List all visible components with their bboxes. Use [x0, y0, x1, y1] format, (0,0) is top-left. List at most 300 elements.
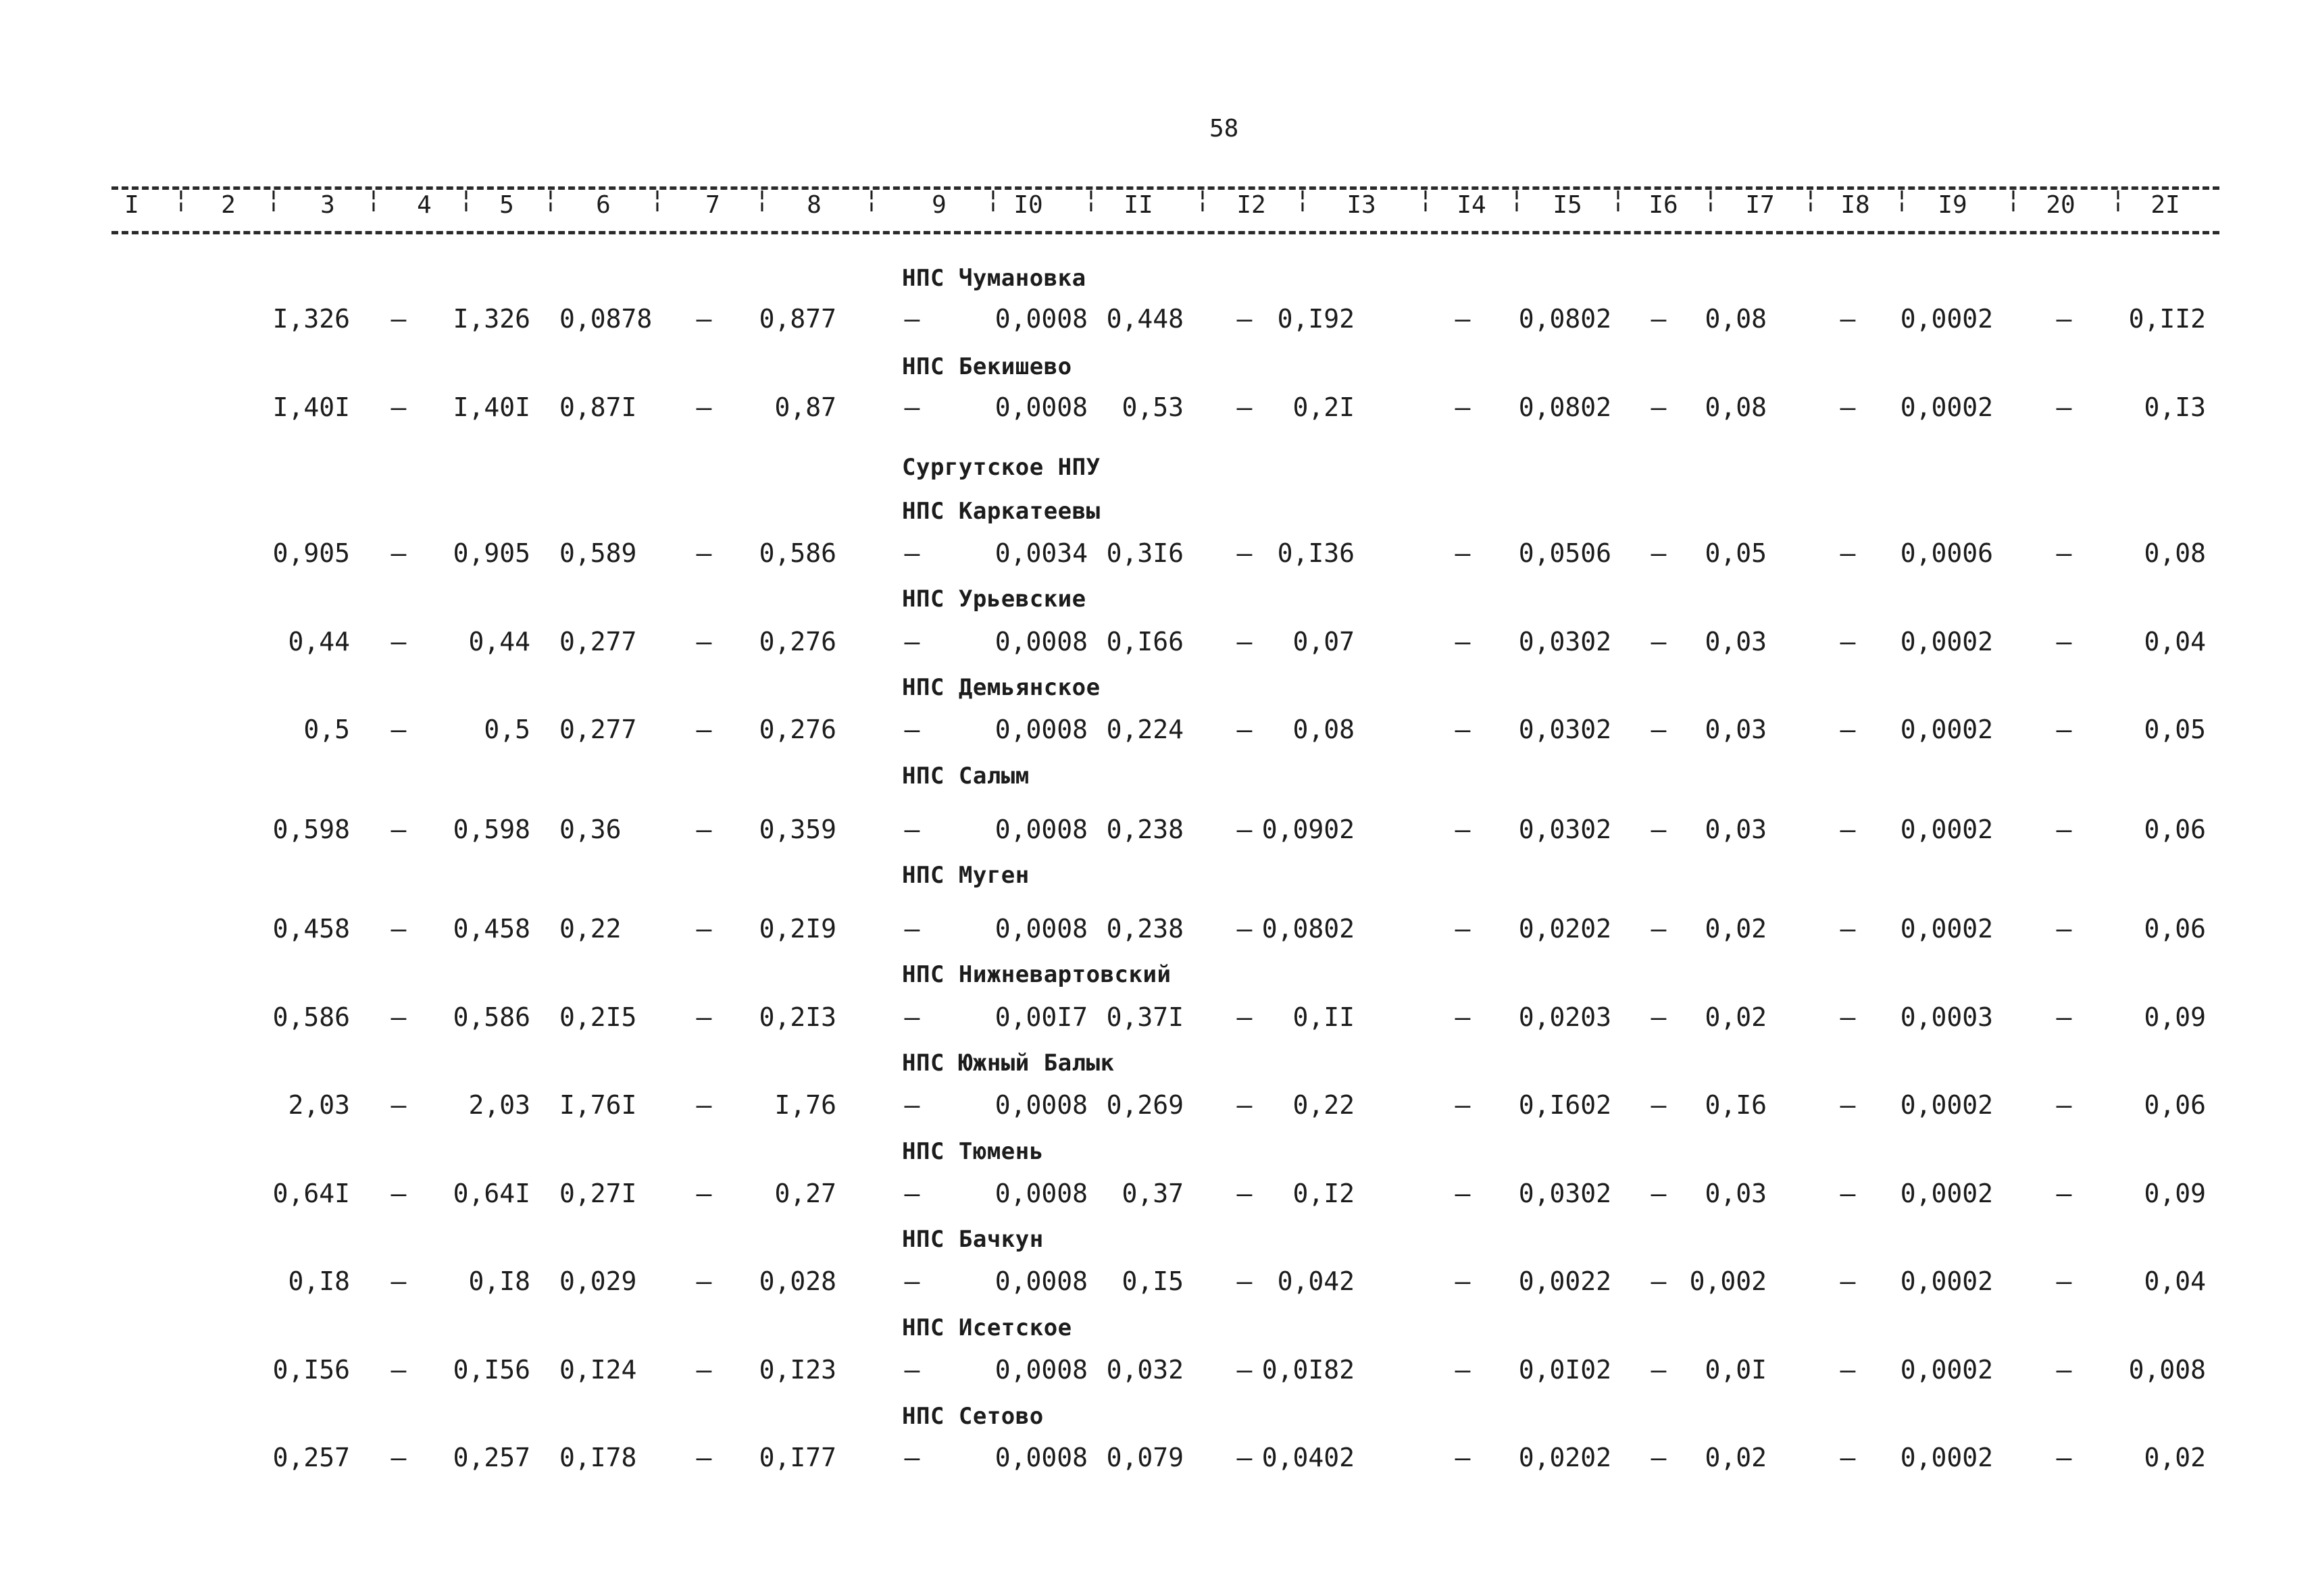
- table-cell-col-3: 0,458: [272, 914, 350, 944]
- table-cell-col-16: –: [1651, 1266, 1667, 1296]
- table-cell-col-10: 0,0008: [995, 1443, 1088, 1472]
- column-separator: ¦: [174, 186, 188, 213]
- table-cell-col-9: –: [904, 1443, 920, 1472]
- table-cell-col-10: 0,0008: [995, 392, 1088, 422]
- station-title: НПС Урьевские: [902, 586, 1086, 613]
- table-cell-col-16: –: [1651, 1090, 1667, 1120]
- table-cell-col-15: 0,0506: [1518, 538, 1611, 568]
- table-cell-col-14: –: [1455, 627, 1471, 657]
- table-cell-col-12: –: [1236, 715, 1253, 744]
- table-cell-col-3: 0,598: [272, 815, 350, 844]
- table-cell-col-20: –: [2056, 815, 2072, 844]
- table-cell-col-6: 0,2I5: [559, 1002, 637, 1032]
- table-cell-col-20: –: [2056, 914, 2072, 944]
- table-cell-col-21: 0,04: [2144, 627, 2206, 657]
- station-title: НПС Сетово: [902, 1403, 1044, 1430]
- table-cell-col-10: 0,0008: [995, 1355, 1088, 1385]
- table-cell-col-4: –: [391, 715, 407, 744]
- table-cell-col-14: –: [1455, 392, 1471, 422]
- table-cell-col-10: 0,0008: [995, 304, 1088, 334]
- table-cell-col-7: –: [696, 538, 712, 568]
- table-cell-col-14: –: [1455, 1090, 1471, 1120]
- table-cell-col-11: 0,269: [1106, 1090, 1184, 1120]
- table-cell-col-15: 0,I602: [1518, 1090, 1611, 1120]
- table-cell-col-5: 0,I8: [468, 1266, 530, 1296]
- table-cell-col-7: –: [696, 304, 712, 334]
- table-cell-col-15: 0,0802: [1518, 392, 1611, 422]
- table-cell-col-16: –: [1651, 1179, 1667, 1208]
- column-separator: ¦: [755, 186, 770, 213]
- table-cell-col-20: –: [2056, 304, 2072, 334]
- table-row: [0, 1355, 2314, 1389]
- table-cell-col-20: –: [2056, 392, 2072, 422]
- table-cell-col-13: 0,22: [1292, 1090, 1355, 1120]
- table-cell-col-8: 0,276: [759, 627, 836, 657]
- table-cell-col-19: 0,0002: [1900, 1266, 1993, 1296]
- table-cell-col-5: I,326: [453, 304, 530, 334]
- station-title: НПС Демьянское: [902, 674, 1101, 701]
- table-cell-col-12: –: [1236, 1443, 1253, 1472]
- table-cell-col-14: –: [1455, 538, 1471, 568]
- table-cell-col-7: –: [696, 1002, 712, 1032]
- table-cell-col-14: –: [1455, 815, 1471, 844]
- column-separator: ¦: [1295, 186, 1310, 213]
- station-title: НПС Муген: [902, 862, 1030, 889]
- table-cell-col-19: 0,0002: [1900, 914, 1993, 944]
- table-cell-col-10: 0,0034: [995, 538, 1088, 568]
- table-cell-col-15: 0,0302: [1518, 815, 1611, 844]
- table-cell-col-14: –: [1455, 914, 1471, 944]
- table-cell-col-16: –: [1651, 538, 1667, 568]
- column-separator: ¦: [1084, 186, 1099, 213]
- table-cell-col-6: 0,87I: [559, 392, 637, 422]
- table-cell-col-21: 0,09: [2144, 1002, 2206, 1032]
- table-cell-col-16: –: [1651, 815, 1667, 844]
- table-cell-col-20: –: [2056, 1355, 2072, 1385]
- table-cell-col-4: –: [391, 914, 407, 944]
- table-cell-col-11: 0,I66: [1106, 627, 1184, 657]
- table-cell-col-4: –: [391, 1002, 407, 1032]
- column-header-3: 3: [320, 191, 335, 219]
- table-cell-col-13: 0,0802: [1261, 914, 1355, 944]
- table-cell-col-6: 0,0878: [559, 304, 653, 334]
- table-cell-col-9: –: [904, 1266, 920, 1296]
- table-cell-col-4: –: [391, 538, 407, 568]
- table-cell-col-11: 0,448: [1106, 304, 1184, 334]
- table-cell-col-6: 0,029: [559, 1266, 637, 1296]
- column-header-5: 5: [499, 191, 514, 219]
- table-cell-col-15: 0,0202: [1518, 914, 1611, 944]
- table-cell-col-7: –: [696, 1266, 712, 1296]
- column-separator: ¦: [2111, 186, 2126, 213]
- table-cell-col-8: 0,27: [774, 1179, 836, 1208]
- table-cell-col-17: 0,08: [1705, 392, 1767, 422]
- table-cell-col-9: –: [904, 1355, 920, 1385]
- table-cell-col-19: 0,0002: [1900, 392, 1993, 422]
- table-cell-col-18: –: [1840, 1002, 1856, 1032]
- column-header-20: 20: [2046, 191, 2076, 219]
- table-cell-col-9: –: [904, 914, 920, 944]
- table-cell-col-20: –: [2056, 715, 2072, 744]
- table-header: [0, 186, 2314, 225]
- table-cell-col-16: –: [1651, 304, 1667, 334]
- table-cell-col-15: 0,0202: [1518, 1443, 1611, 1472]
- table-cell-col-17: 0,03: [1705, 815, 1767, 844]
- table-cell-col-14: –: [1455, 1355, 1471, 1385]
- table-cell-col-16: –: [1651, 1443, 1667, 1472]
- table-cell-col-18: –: [1840, 1355, 1856, 1385]
- table-cell-col-8: 0,877: [759, 304, 836, 334]
- table-cell-col-21: 0,II2: [2128, 304, 2206, 334]
- table-cell-col-8: 0,359: [759, 815, 836, 844]
- table-cell-col-16: –: [1651, 627, 1667, 657]
- table-cell-col-3: 0,5: [303, 715, 350, 744]
- table-cell-col-20: –: [2056, 627, 2072, 657]
- table-cell-col-12: –: [1236, 1266, 1253, 1296]
- table-cell-col-9: –: [904, 538, 920, 568]
- table-cell-col-3: 0,44: [288, 627, 350, 657]
- table-cell-col-17: 0,I6: [1705, 1090, 1767, 1120]
- table-cell-col-15: 0,0302: [1518, 1179, 1611, 1208]
- table-cell-col-8: 0,2I3: [759, 1002, 836, 1032]
- table-cell-col-9: –: [904, 715, 920, 744]
- table-cell-col-21: 0,008: [2128, 1355, 2206, 1385]
- table-cell-col-17: 0,03: [1705, 715, 1767, 744]
- table-cell-col-5: 0,64I: [453, 1179, 530, 1208]
- table-cell-col-10: 0,0008: [995, 715, 1088, 744]
- table-cell-col-5: 0,598: [453, 815, 530, 844]
- table-cell-col-10: 0,0008: [995, 627, 1088, 657]
- table-cell-col-16: –: [1651, 715, 1667, 744]
- table-cell-col-14: –: [1455, 1179, 1471, 1208]
- column-header-6: 6: [596, 191, 611, 219]
- table-cell-col-5: 2,03: [468, 1090, 530, 1120]
- table-cell-col-19: 0,0002: [1900, 815, 1993, 844]
- table-cell-col-16: –: [1651, 392, 1667, 422]
- table-row: [0, 715, 2314, 748]
- table-cell-col-18: –: [1840, 304, 1856, 334]
- table-cell-col-13: 0,I92: [1277, 304, 1355, 334]
- column-separator: ¦: [1195, 186, 1210, 213]
- table-cell-col-19: 0,0002: [1900, 1179, 1993, 1208]
- table-cell-col-17: 0,03: [1705, 627, 1767, 657]
- table-cell-col-17: 0,002: [1689, 1266, 1767, 1296]
- table-cell-col-12: –: [1236, 1355, 1253, 1385]
- column-separator: ¦: [543, 186, 558, 213]
- table-row: [0, 1443, 2314, 1476]
- table-cell-col-7: –: [696, 715, 712, 744]
- table-cell-col-20: –: [2056, 1090, 2072, 1120]
- table-cell-col-17: 0,0I: [1705, 1355, 1767, 1385]
- table-cell-col-3: 0,I8: [288, 1266, 350, 1296]
- column-header-21: 2I: [2150, 191, 2180, 219]
- table-cell-col-9: –: [904, 1090, 920, 1120]
- table-cell-col-21: 0,09: [2144, 1179, 2206, 1208]
- table-cell-col-10: 0,0008: [995, 914, 1088, 944]
- table-cell-col-7: –: [696, 1179, 712, 1208]
- table-cell-col-15: 0,0802: [1518, 304, 1611, 334]
- table-cell-col-6: I,76I: [559, 1090, 637, 1120]
- table-cell-col-7: –: [696, 914, 712, 944]
- table-cell-col-20: –: [2056, 538, 2072, 568]
- table-cell-col-21: 0,06: [2144, 1090, 2206, 1120]
- table-row: [0, 914, 2314, 948]
- table-cell-col-21: 0,05: [2144, 715, 2206, 744]
- column-header-17: I7: [1745, 191, 1775, 219]
- table-cell-col-9: –: [904, 392, 920, 422]
- table-cell-col-11: 0,079: [1106, 1443, 1184, 1472]
- table-cell-col-3: 0,I56: [272, 1355, 350, 1385]
- table-cell-col-7: –: [696, 627, 712, 657]
- table-cell-col-12: –: [1236, 392, 1253, 422]
- column-header-1: I: [124, 191, 139, 219]
- table-row: [0, 392, 2314, 426]
- table-cell-col-4: –: [391, 627, 407, 657]
- column-header-10: I0: [1013, 191, 1043, 219]
- table-row: [0, 1179, 2314, 1212]
- table-cell-col-18: –: [1840, 392, 1856, 422]
- column-header-9: 9: [932, 191, 947, 219]
- table-cell-col-20: –: [2056, 1443, 2072, 1472]
- column-header-7: 7: [705, 191, 720, 219]
- table-row: [0, 1266, 2314, 1300]
- table-cell-col-9: –: [904, 304, 920, 334]
- table-cell-col-5: I,40I: [453, 392, 530, 422]
- column-header-2: 2: [221, 191, 236, 219]
- table-cell-col-12: –: [1236, 815, 1253, 844]
- table-cell-col-6: 0,589: [559, 538, 637, 568]
- column-separator: ¦: [1418, 186, 1433, 213]
- table-cell-col-13: 0,I36: [1277, 538, 1355, 568]
- table-cell-col-14: –: [1455, 1002, 1471, 1032]
- station-title: Сургутское НПУ: [902, 454, 1101, 481]
- table-cell-col-9: –: [904, 815, 920, 844]
- station-title: НПС Тюмень: [902, 1138, 1044, 1165]
- table-cell-col-21: 0,06: [2144, 914, 2206, 944]
- table-cell-col-5: 0,I56: [453, 1355, 530, 1385]
- table-cell-col-10: 0,0008: [995, 815, 1088, 844]
- table-cell-col-13: 0,0902: [1261, 815, 1355, 844]
- table-cell-col-19: 0,0002: [1900, 1090, 1993, 1120]
- table-cell-col-15: 0,0302: [1518, 715, 1611, 744]
- table-row: [0, 627, 2314, 661]
- table-cell-col-4: –: [391, 1443, 407, 1472]
- table-cell-col-4: –: [391, 304, 407, 334]
- table-cell-col-15: 0,0302: [1518, 627, 1611, 657]
- table-cell-col-5: 0,257: [453, 1443, 530, 1472]
- table-header-rule: [111, 231, 2219, 234]
- table-cell-col-18: –: [1840, 715, 1856, 744]
- table-cell-col-11: 0,37: [1122, 1179, 1184, 1208]
- column-separator: ¦: [1803, 186, 1818, 213]
- table-cell-col-18: –: [1840, 1090, 1856, 1120]
- table-cell-col-3: 0,257: [272, 1443, 350, 1472]
- column-header-13: I3: [1347, 191, 1376, 219]
- table-cell-col-3: 0,64I: [272, 1179, 350, 1208]
- table-cell-col-12: –: [1236, 1090, 1253, 1120]
- table-cell-col-6: 0,27I: [559, 1179, 637, 1208]
- table-cell-col-13: 0,I2: [1292, 1179, 1355, 1208]
- table-cell-col-17: 0,02: [1705, 1002, 1767, 1032]
- column-separator: ¦: [2006, 186, 2021, 213]
- table-row: [0, 815, 2314, 848]
- table-cell-col-12: –: [1236, 538, 1253, 568]
- column-separator: ¦: [864, 186, 879, 213]
- table-cell-col-13: 0,0402: [1261, 1443, 1355, 1472]
- table-cell-col-9: –: [904, 1002, 920, 1032]
- station-title: НПС Бекишево: [902, 353, 1072, 380]
- table-cell-col-20: –: [2056, 1002, 2072, 1032]
- table-row: [0, 538, 2314, 572]
- table-cell-col-17: 0,03: [1705, 1179, 1767, 1208]
- column-header-19: I9: [1938, 191, 1967, 219]
- table-cell-col-15: 0,0022: [1518, 1266, 1611, 1296]
- table-cell-col-11: 0,238: [1106, 914, 1184, 944]
- table-cell-col-3: I,326: [272, 304, 350, 334]
- table-row: [0, 1090, 2314, 1124]
- table-cell-col-18: –: [1840, 1443, 1856, 1472]
- table-cell-col-10: 0,0008: [995, 1179, 1088, 1208]
- table-cell-col-11: 0,238: [1106, 815, 1184, 844]
- table-cell-col-17: 0,05: [1705, 538, 1767, 568]
- table-cell-col-4: –: [391, 392, 407, 422]
- table-cell-col-8: 0,586: [759, 538, 836, 568]
- table-cell-col-11: 0,53: [1122, 392, 1184, 422]
- table-cell-col-8: 0,028: [759, 1266, 836, 1296]
- table-cell-col-19: 0,0002: [1900, 1355, 1993, 1385]
- column-separator: ¦: [266, 186, 281, 213]
- station-title: НПС Нижневартовский: [902, 961, 1172, 988]
- station-title: НПС Салым: [902, 763, 1030, 790]
- column-separator: ¦: [650, 186, 665, 213]
- table-cell-col-14: –: [1455, 1266, 1471, 1296]
- table-cell-col-19: 0,0002: [1900, 715, 1993, 744]
- table-cell-col-21: 0,04: [2144, 1266, 2206, 1296]
- column-separator: ¦: [366, 186, 381, 213]
- table-cell-col-7: –: [696, 815, 712, 844]
- table-cell-col-12: –: [1236, 914, 1253, 944]
- table-cell-col-12: –: [1236, 627, 1253, 657]
- table-cell-col-8: 0,I23: [759, 1355, 836, 1385]
- table-cell-col-20: –: [2056, 1266, 2072, 1296]
- column-header-18: I8: [1840, 191, 1870, 219]
- table-cell-col-11: 0,I5: [1122, 1266, 1184, 1296]
- table-cell-col-14: –: [1455, 1443, 1471, 1472]
- table-cell-col-7: –: [696, 392, 712, 422]
- table-cell-col-18: –: [1840, 1266, 1856, 1296]
- table-cell-col-5: 0,5: [484, 715, 530, 744]
- column-header-14: I4: [1457, 191, 1486, 219]
- table-cell-col-5: 0,44: [468, 627, 530, 657]
- table-cell-col-21: 0,02: [2144, 1443, 2206, 1472]
- table-cell-col-4: –: [391, 1266, 407, 1296]
- table-cell-col-13: 0,042: [1277, 1266, 1355, 1296]
- table-cell-col-21: 0,I3: [2144, 392, 2206, 422]
- column-header-16: I6: [1649, 191, 1678, 219]
- station-title: НПС Южный Балык: [902, 1050, 1115, 1077]
- table-cell-col-18: –: [1840, 1179, 1856, 1208]
- table-cell-col-13: 0,0I82: [1261, 1355, 1355, 1385]
- station-title: НПС Каркатеевы: [902, 498, 1101, 525]
- table-cell-col-4: –: [391, 1090, 407, 1120]
- column-separator: ¦: [1703, 186, 1718, 213]
- column-header-8: 8: [807, 191, 822, 219]
- table-cell-col-19: 0,0003: [1900, 1002, 1993, 1032]
- table-cell-col-15: 0,0203: [1518, 1002, 1611, 1032]
- station-title: НПС Исетское: [902, 1314, 1072, 1341]
- table-cell-col-14: –: [1455, 715, 1471, 744]
- table-cell-col-9: –: [904, 1179, 920, 1208]
- table-cell-col-21: 0,08: [2144, 538, 2206, 568]
- column-separator: ¦: [1894, 186, 1909, 213]
- table-cell-col-3: I,40I: [272, 392, 350, 422]
- column-header-15: I5: [1553, 191, 1582, 219]
- column-separator: ¦: [1509, 186, 1524, 213]
- table-cell-col-6: 0,277: [559, 715, 637, 744]
- table-cell-col-16: –: [1651, 1002, 1667, 1032]
- table-cell-col-3: 0,586: [272, 1002, 350, 1032]
- table-cell-col-6: 0,277: [559, 627, 637, 657]
- table-cell-col-8: I,76: [774, 1090, 836, 1120]
- table-cell-col-15: 0,0I02: [1518, 1355, 1611, 1385]
- table-cell-col-11: 0,032: [1106, 1355, 1184, 1385]
- table-row: [0, 304, 2314, 338]
- table-cell-col-17: 0,02: [1705, 1443, 1767, 1472]
- table-cell-col-5: 0,458: [453, 914, 530, 944]
- table-cell-col-8: 0,2I9: [759, 914, 836, 944]
- table-cell-col-13: 0,2I: [1292, 392, 1355, 422]
- column-separator: ¦: [986, 186, 1001, 213]
- column-separator: ¦: [1611, 186, 1626, 213]
- table-cell-col-20: –: [2056, 1179, 2072, 1208]
- table-cell-col-12: –: [1236, 1179, 1253, 1208]
- table-cell-col-10: 0,0008: [995, 1266, 1088, 1296]
- table-cell-col-9: –: [904, 627, 920, 657]
- table-cell-col-16: –: [1651, 914, 1667, 944]
- table-cell-col-12: –: [1236, 1002, 1253, 1032]
- table-cell-col-4: –: [391, 815, 407, 844]
- table-cell-col-6: 0,I78: [559, 1443, 637, 1472]
- table-cell-col-13: 0,08: [1292, 715, 1355, 744]
- table-cell-col-19: 0,0002: [1900, 304, 1993, 334]
- table-cell-col-17: 0,02: [1705, 914, 1767, 944]
- table-cell-col-8: 0,87: [774, 392, 836, 422]
- table-cell-col-13: 0,II: [1292, 1002, 1355, 1032]
- table-cell-col-5: 0,905: [453, 538, 530, 568]
- table-cell-col-21: 0,06: [2144, 815, 2206, 844]
- table-cell-col-13: 0,07: [1292, 627, 1355, 657]
- table-cell-col-6: 0,36: [559, 815, 622, 844]
- table-cell-col-17: 0,08: [1705, 304, 1767, 334]
- table-cell-col-18: –: [1840, 914, 1856, 944]
- table-cell-col-11: 0,3I6: [1106, 538, 1184, 568]
- table-cell-col-10: 0,00I7: [995, 1002, 1088, 1032]
- table-cell-col-18: –: [1840, 815, 1856, 844]
- table-cell-col-6: 0,22: [559, 914, 622, 944]
- table-cell-col-18: –: [1840, 627, 1856, 657]
- table-cell-col-19: 0,0002: [1900, 1443, 1993, 1472]
- table-cell-col-4: –: [391, 1355, 407, 1385]
- column-header-11: II: [1124, 191, 1153, 219]
- table-cell-col-7: –: [696, 1443, 712, 1472]
- table-cell-col-12: –: [1236, 304, 1253, 334]
- table-cell-col-14: –: [1455, 304, 1471, 334]
- table-cell-col-18: –: [1840, 538, 1856, 568]
- table-cell-col-10: 0,0008: [995, 1090, 1088, 1120]
- table-row: [0, 1002, 2314, 1036]
- column-header-12: I2: [1236, 191, 1266, 219]
- table-cell-col-3: 0,905: [272, 538, 350, 568]
